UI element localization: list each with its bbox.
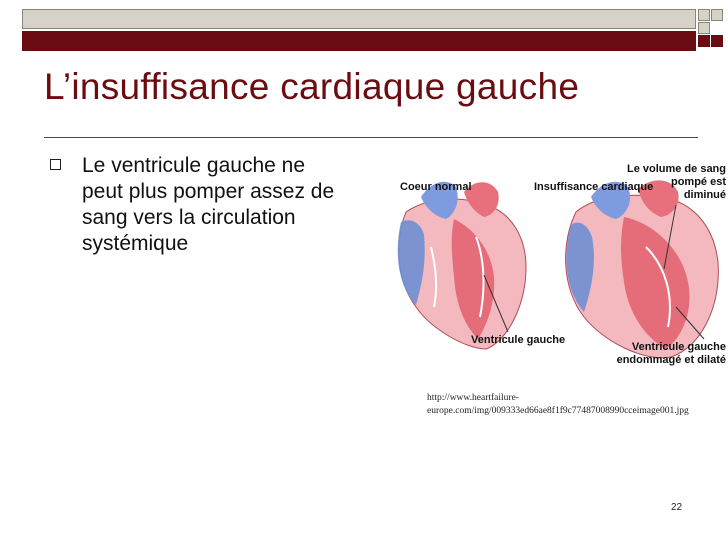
page-number: 22 [671,502,683,513]
header-band-light [22,9,696,29]
square-bullet-icon [50,159,61,170]
bullet-list [48,153,348,257]
normal-heart-drawing [398,182,526,349]
corner-square [698,9,710,21]
corner-square [698,35,710,47]
bullet-item [48,153,348,257]
header-band-dark [22,31,696,51]
figure-label-left-ventricle: Ventricule gauche [471,334,566,346]
source-line: europe.com/img/009333ed66ae8f1f9c77487008990cceimage001.jpg [427,406,689,416]
corner-square [698,22,710,34]
slide-title: L’insuffisance cardiaque gauche [44,66,580,107]
bullet-text: Le ventricule gauche ne peut plus pomper assez de sang vers la circulation systémique [82,154,335,255]
header-decoration [22,9,696,51]
source-line: http://www.heartfailure- [427,393,519,403]
figure-label-damaged-ventricle-line: Ventricule gauche [631,341,726,353]
figure-label-blood-volume-line: diminué [683,189,726,201]
figure-label-blood-volume [627,163,726,202]
image-source-citation [427,392,689,418]
title-divider [44,137,698,138]
corner-square [711,9,723,21]
failing-heart-drawing [566,180,719,357]
figure-label-blood-volume-line: pompé est [670,176,726,188]
corner-square [711,35,723,47]
figure-label-heart-failure: Insuffisance cardiaque [534,181,654,193]
figure-label-normal-heart: Coeur normal [400,181,472,193]
figure-label-damaged-ventricle [617,341,726,367]
figure-label-damaged-ventricle-line: endommagé et dilaté [616,354,726,366]
figure-label-blood-volume-line: Le volume de sang [626,163,726,175]
